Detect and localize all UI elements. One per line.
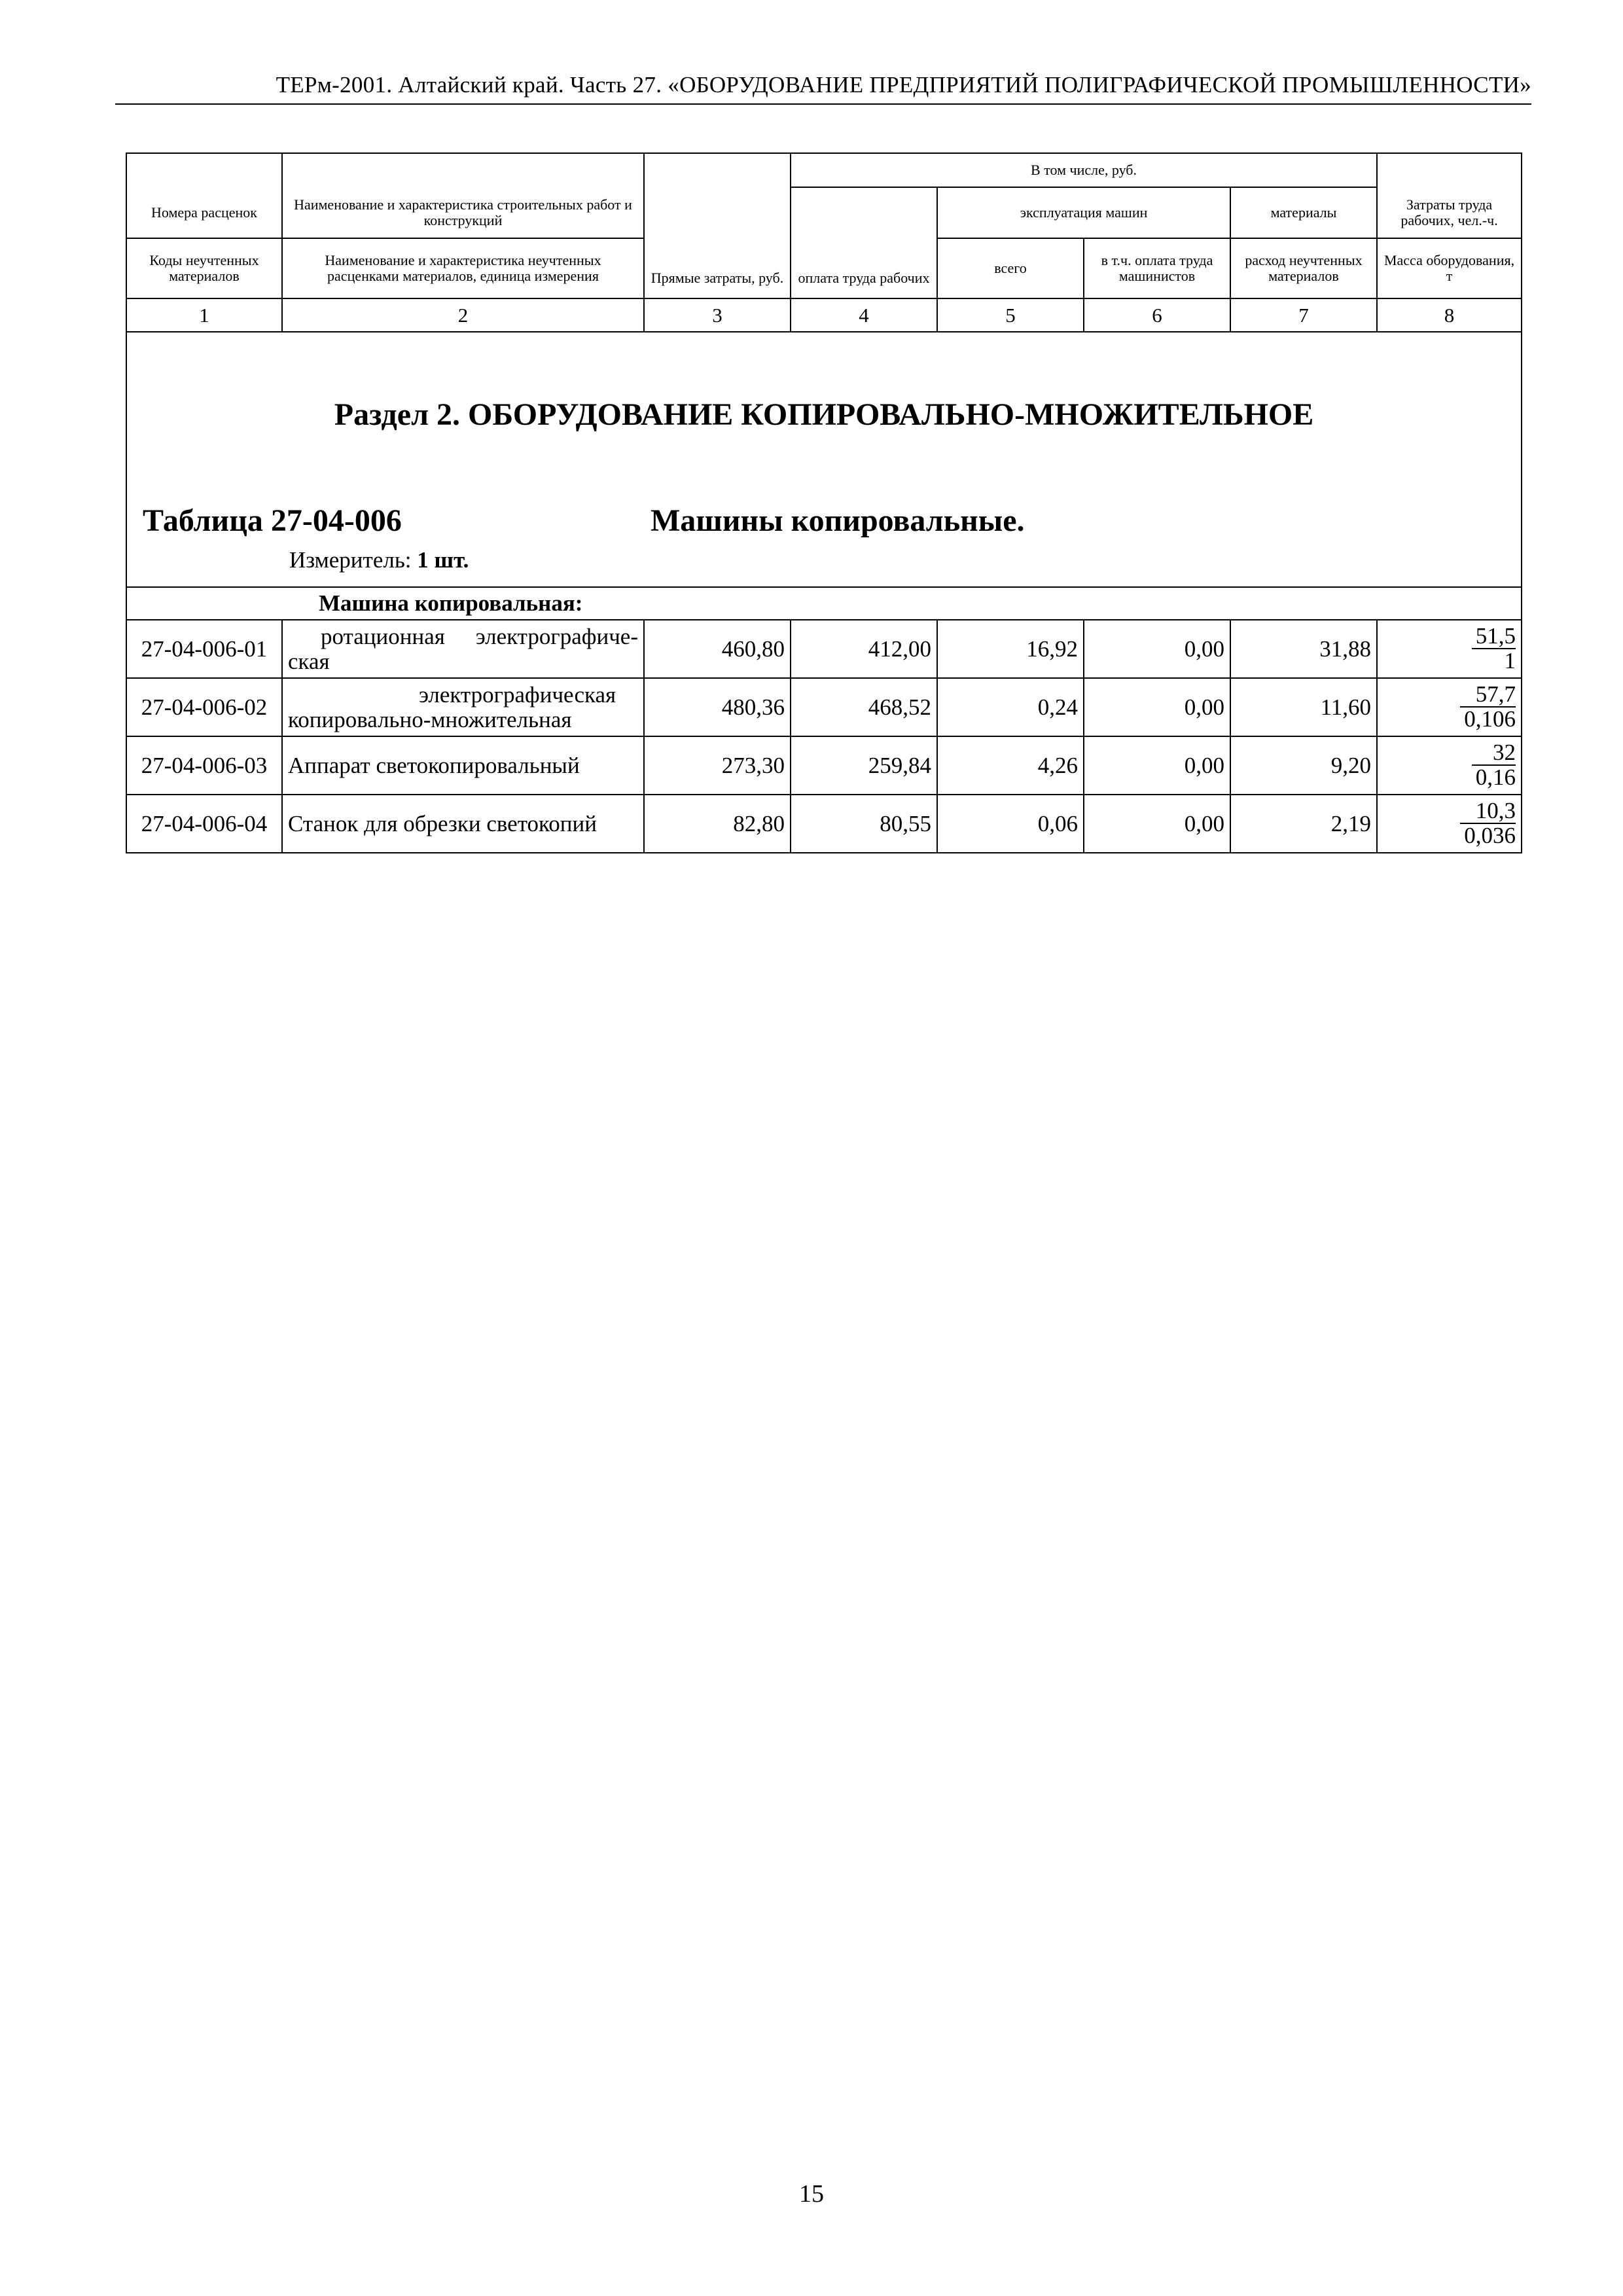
rate-name: Аппарат светокопировальный [282,736,644,795]
header-col6: в т.ч. оплата труда машинистов [1084,238,1230,298]
column-number: 3 [644,298,791,332]
rate-name-text: электрографическая копировально-множительная [288,681,616,732]
header-col2-top: Наименование и характеристика строительных работ и конструкций [282,187,644,238]
header-col1-bottom: Коды неучтенных материалов [126,238,282,298]
labor-mass-fraction [1377,620,1522,678]
labor-hours: 57,7 [1460,683,1516,708]
group-label: Машина копировальная: [282,587,1522,620]
labor-hours: 32 [1472,741,1516,766]
header-blank-cell [644,153,791,187]
equipment-mass: 0,036 [1464,823,1516,848]
header-blank-cell [126,153,282,187]
table-row [126,620,1522,678]
header-group-including: В том числе, руб. [791,153,1377,187]
table-number: Таблица 27-04-006 [143,503,402,538]
materials-cost: 31,88 [1230,620,1377,678]
table-row [126,736,1522,795]
labor-hours: 51,5 [1472,624,1516,649]
labor-mass-fraction [1377,678,1522,736]
column-number: 8 [1377,298,1522,332]
labor-cost: 468,52 [791,678,937,736]
header-col7: расход неучтенных материалов [1230,238,1377,298]
operators-cost: 0,00 [1084,678,1230,736]
equipment-mass: 0,106 [1464,706,1516,732]
header-col5: всего [937,238,1084,298]
header-col1-top: Номера расценок [126,187,282,238]
column-number: 1 [126,298,282,332]
header-col3: Прямые затраты, руб. [644,187,791,298]
direct-cost: 273,30 [644,736,791,795]
section-block [126,332,1522,587]
rate-name: ротационная электрографиче-ская [282,620,644,678]
unit-line [289,547,469,573]
column-number: 7 [1230,298,1377,332]
section-title: Раздел 2. ОБОРУДОВАНИЕ КОПИРОВАЛЬНО-МНОЖИТЕЛЬНОЕ [334,397,1314,432]
machines-cost: 16,92 [937,620,1084,678]
header-col2-bottom: Наименование и характеристика неучтенных расценками материалов, единица измерения [282,238,644,298]
unit-value: 1 шт. [417,547,469,573]
rate-name [282,678,644,736]
machines-cost: 0,06 [937,795,1084,853]
materials-cost: 2,19 [1230,795,1377,853]
direct-cost: 480,36 [644,678,791,736]
labor-mass-fraction [1377,795,1522,853]
table-title: Машины копировальные. [651,503,1025,538]
rate-code: 27-04-006-01 [126,620,282,678]
equipment-mass: 0,16 [1475,764,1516,790]
header-group-machines: эксплуатация машин [937,187,1230,238]
labor-hours: 10,3 [1460,799,1516,824]
column-number: 2 [282,298,644,332]
rate-code: 27-04-006-02 [126,678,282,736]
running-header: ТЕРм-2001. Алтайский край. Часть 27. «ОБОРУДОВАНИЕ ПРЕДПРИЯТИЙ ПОЛИГРАФИЧЕСКОЙ ПРОМЫШЛЕННОСТИ» [115,72,1531,105]
rate-name: Станок для обрезки светокопий [282,795,644,853]
labor-cost: 412,00 [791,620,937,678]
header-col8-bottom: Масса оборудования, т [1377,238,1522,298]
rates-table [126,152,1522,853]
operators-cost: 0,00 [1084,736,1230,795]
materials-cost: 9,20 [1230,736,1377,795]
table-row [126,678,1522,736]
machines-cost: 0,24 [937,678,1084,736]
equipment-mass: 1 [1504,648,1516,673]
header-blank-cell [282,153,644,187]
operators-cost: 0,00 [1084,620,1230,678]
labor-mass-fraction [1377,736,1522,795]
column-number: 6 [1084,298,1230,332]
header-group-materials: материалы [1230,187,1377,238]
machines-cost: 4,26 [937,736,1084,795]
unit-label: Измеритель: [289,547,412,573]
header-col4: оплата труда рабочих [791,187,937,298]
group-blank-cell [126,587,282,620]
labor-cost: 259,84 [791,736,937,795]
rate-code: 27-04-006-03 [126,736,282,795]
header-col8-top: Затраты труда рабочих, чел.-ч. [1377,187,1522,238]
page-number: 15 [799,2180,824,2208]
table-row [126,795,1522,853]
labor-cost: 80,55 [791,795,937,853]
column-number: 4 [791,298,937,332]
header-blank-cell [1377,153,1522,187]
operators-cost: 0,00 [1084,795,1230,853]
rate-code: 27-04-006-04 [126,795,282,853]
direct-cost: 460,80 [644,620,791,678]
column-number: 5 [937,298,1084,332]
materials-cost: 11,60 [1230,678,1377,736]
direct-cost: 82,80 [644,795,791,853]
